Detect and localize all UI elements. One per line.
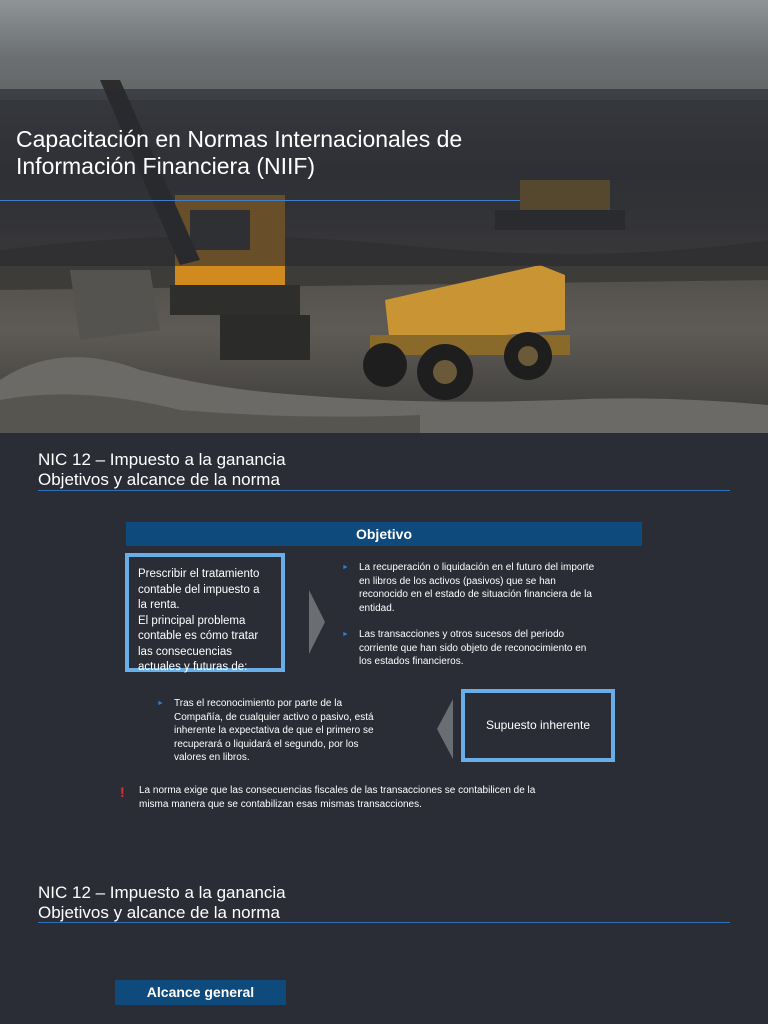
slide1-title-line1: NIC 12 – Impuesto a la ganancia — [38, 450, 286, 469]
slide1-title-rule — [38, 490, 730, 491]
bullet-line: recuperará o liquidará el segundo, por los — [174, 738, 359, 750]
slide2-title-line1: NIC 12 – Impuesto a la ganancia — [38, 883, 286, 902]
cover-title — [16, 126, 576, 180]
bullet-line: corriente que han sido objeto de reconocimiento en — [359, 642, 587, 654]
bullet-line: Las transacciones y otros sucesos del periodo — [359, 629, 565, 640]
assumption-description — [157, 697, 417, 778]
note-line: misma manera que se contabilizan esas mismas transacciones. — [139, 798, 422, 810]
bullet-line: reconocido en el estado de situación financiera de la — [359, 589, 592, 600]
norm-note — [120, 784, 620, 811]
note-line: La norma exige que las consecuencias fiscales de las transacciones se contabilicen de la — [139, 785, 536, 796]
list-item — [157, 697, 417, 765]
chevron-right-icon — [309, 590, 325, 654]
bullet-line: los estados financieros. — [359, 656, 464, 667]
slide1-title-line2: Objetivos y alcance de la norma — [38, 470, 280, 489]
bullet-icon: ► — [342, 564, 349, 571]
objective-line: contable es cómo tratar — [138, 630, 259, 642]
objective-line: El principal problema — [138, 614, 246, 627]
objective-line: las consecuencias — [138, 645, 232, 658]
bullet-line: Tras el reconocimiento por parte de la — [174, 698, 343, 709]
slide2-title-rule — [38, 922, 730, 923]
list-item — [342, 628, 632, 669]
consequences-list — [342, 561, 632, 682]
cover-title-line: Capacitación en Normas Internacionales de — [16, 126, 463, 152]
bullet-icon: ► — [157, 700, 164, 707]
scope-general-button[interactable]: Alcance general — [115, 980, 286, 1005]
objective-header: Objetivo — [126, 522, 642, 546]
bullet-line: entidad. — [359, 602, 395, 614]
cover-title-rule — [0, 200, 520, 201]
bullet-line: inherente la expectativa de que el primero se — [174, 725, 374, 736]
bullet-line: valores en libros. — [174, 752, 250, 763]
objective-description-box — [125, 553, 285, 672]
slide2-title-line2: Objetivos y alcance de la norma — [38, 903, 280, 922]
slide1-title — [38, 450, 638, 490]
cover-title-line: Información Financiera (NIIF) — [16, 153, 316, 179]
slide2-title — [38, 883, 638, 923]
objective-line: actuales y futuras de: — [138, 661, 248, 673]
list-item — [342, 561, 632, 615]
bullet-icon: ► — [342, 631, 349, 638]
assumption-box: Supuesto inherente — [461, 689, 615, 762]
bullet-line: en libros de los activos (pasivos) que se han — [359, 575, 556, 587]
objective-line: contable del impuesto a — [138, 583, 260, 596]
cover-hero — [0, 0, 768, 433]
chevron-left-icon — [437, 699, 453, 759]
bullet-line: Compañía, de cualquier activo o pasivo, está — [174, 711, 374, 723]
objective-line: Prescribir el tratamiento — [138, 568, 260, 580]
alert-icon: ! — [120, 784, 125, 800]
bullet-line: La recuperación o liquidación en el futuro del importe — [359, 562, 595, 573]
objective-line: la renta. — [138, 599, 180, 611]
